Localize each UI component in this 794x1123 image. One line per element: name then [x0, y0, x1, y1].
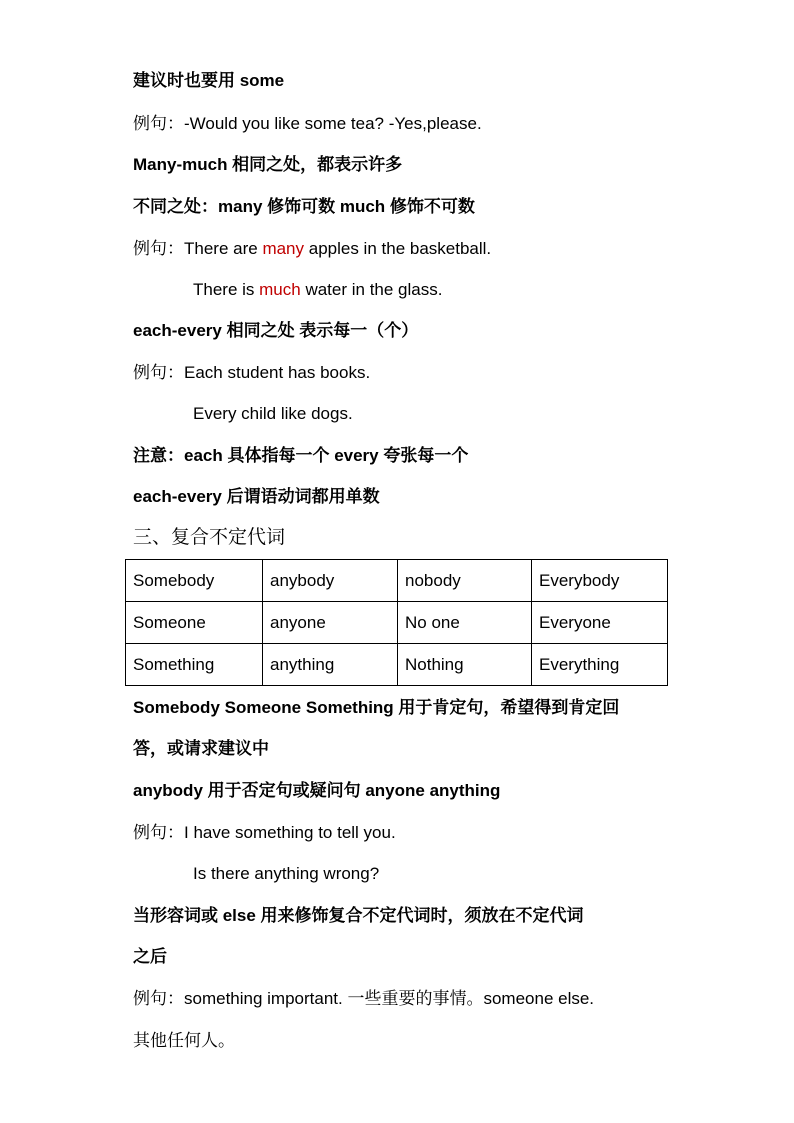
text-line: Many-much 相同之处，都表示许多: [133, 155, 403, 174]
text-line: each-every 相同之处 表示每一（个）: [133, 321, 419, 340]
table-cell: Someone: [126, 602, 263, 644]
text-line: Somebody Someone Something 用于肯定句，希望得到肯定回: [133, 698, 620, 717]
table-cell: Something: [126, 644, 263, 686]
example-prefix: 例句：: [133, 239, 184, 258]
pronoun-table: [125, 559, 668, 686]
example-text: water in the glass.: [300, 280, 443, 299]
table-cell: anything: [263, 644, 398, 686]
example-text: something important. 一些重要的事情。someone else.: [184, 989, 595, 1008]
example-text: I have something to tell you.: [184, 823, 396, 842]
table-cell: nobody: [398, 560, 532, 602]
example-line: Is there anything wrong?: [193, 864, 380, 883]
text-line: anybody 用于否定句或疑问句 anyone anything: [133, 781, 501, 800]
example-text: apples in the basketball.: [304, 239, 492, 258]
example-text: Each student has books.: [184, 363, 371, 382]
example-line: [133, 987, 594, 1011]
table-cell: Somebody: [126, 560, 263, 602]
example-prefix: 例句：: [133, 114, 184, 133]
table-cell: No one: [398, 602, 532, 644]
table-cell: Nothing: [398, 644, 532, 686]
example-line: [133, 237, 491, 261]
example-line: [133, 112, 482, 136]
table-cell: anyone: [263, 602, 398, 644]
text-line: 建议时也要用 some: [133, 71, 285, 90]
example-prefix: 例句：: [133, 363, 184, 382]
example-text: There are: [184, 239, 263, 258]
text-line: 不同之处：many 修饰可数 much 修饰不可数: [133, 197, 475, 216]
example-prefix: 例句：: [133, 823, 184, 842]
example-text: There is: [193, 280, 260, 299]
text-line: 之后: [133, 947, 167, 966]
table-cell: Everybody: [532, 560, 668, 602]
text-line: 注意：each 具体指每一个 every 夸张每一个: [133, 446, 469, 465]
text-line: 答，或请求建议中: [133, 739, 269, 758]
table-row: [126, 560, 668, 602]
example-line: [133, 361, 370, 385]
example-line: [133, 821, 396, 845]
example-text: -Would you like some tea? -Yes,please.: [184, 114, 482, 133]
example-prefix: 例句：: [133, 989, 184, 1008]
table-cell: Everyone: [532, 602, 668, 644]
text-line: 其他任何人。: [133, 1031, 235, 1050]
text-line: each-every 后谓语动词都用单数: [133, 487, 380, 506]
example-line: Every child like dogs.: [193, 404, 353, 423]
text-line: 当形容词或 else 用来修饰复合不定代词时，须放在不定代词: [133, 906, 584, 925]
section-heading: 三、复合不定代词: [133, 527, 286, 548]
highlight-word: much: [259, 280, 301, 299]
table-cell: Everything: [532, 644, 668, 686]
table-row: [126, 644, 668, 686]
table-cell: anybody: [263, 560, 398, 602]
highlight-word: many: [262, 239, 305, 258]
table-row: [126, 602, 668, 644]
example-line: [193, 278, 442, 302]
